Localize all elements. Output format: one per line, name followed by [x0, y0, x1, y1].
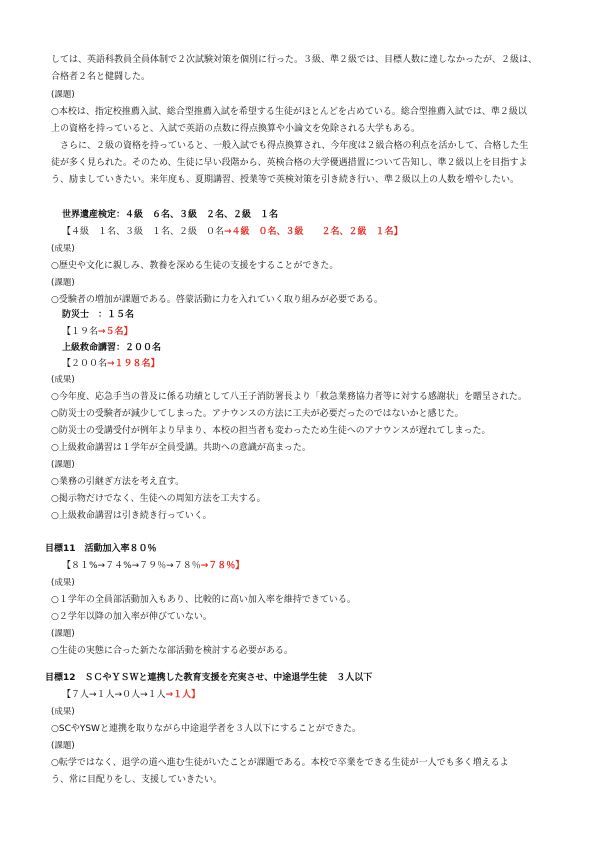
body-text: 合格者２名と健闘した。 [51, 72, 151, 82]
body-text: ○本校は、指定校推薦入試、総合型推薦入試を希望する生徒がほとんどを占めている。総合型推薦入試では、準２級以 [51, 107, 527, 117]
body-text: ○生徒の実態に合った新たな部活動を検討する必要がある。 [51, 646, 293, 656]
sekai-record [62, 226, 403, 238]
body-text: ○防災士の受講受付が例年より早まり、本校の担当者も変わったため生徒へのアナウンスが遅れてしまった。 [51, 426, 491, 436]
body-text: しては、英語科教員全員体制で２次試験対策を個別に行った。３級、準２級では、目標人数に達しなかったが、２級は、 [51, 55, 538, 65]
seika-label: (成果) [51, 707, 75, 717]
record-prev: 【８１%→７４%→７９％→７８％ [62, 561, 201, 571]
body-text: ○上級救命講習は１学年が全員受講。共助への意識が高まった。 [51, 443, 311, 453]
seika-label: (成果) [51, 244, 75, 254]
body-text: ○転学ではなく、退学の道へ進む生徒がいたことが課題である。本校で卒業をできる生徒が一人でも多く増えるよ [51, 758, 509, 768]
body-text: ○１学年の全員部活動加入もあり、比較的に高い加入率を維持できている。 [51, 595, 356, 605]
body-text: 上の資格を持っていると、入試で英語の点数に得点換算や小論文を免除される大学もある。 [51, 124, 421, 134]
record-current: →７８％ [200, 561, 236, 571]
goal11-record [62, 560, 244, 572]
body-text: ○防災士の受験者が減少してしまった。アナウンスの方法に工夫が必要だったのではないかと感じた。 [51, 409, 464, 419]
body-text: さらに、２級の資格を持っていると、一般入試でも得点換算され、今年度は２級合格の利点を活かして、合格した生 [51, 141, 529, 151]
goal12-record [62, 689, 200, 701]
record-close: 】 [150, 359, 160, 369]
kadai-label: (課題) [51, 741, 75, 751]
record-current: →１９８名 [107, 359, 151, 369]
kadai-label: (課題) [51, 90, 75, 100]
body-text: う、励ましていきたい。来年度も、夏期講習、授業等で英検対策を引き続き行い、準２級以上の人数を増やしたい。 [51, 175, 520, 185]
bousai-title: 防災士 ：１５名 [62, 310, 135, 320]
kadai-label: (課題) [51, 460, 75, 470]
body-text: う、常に目配りをし、支援していきたい。 [51, 775, 223, 785]
kyumei-title: 上級救命講習：２００名 [62, 343, 162, 353]
record-prev: 【１９名 [62, 327, 99, 337]
body-text: ○SCやYSWと連携を取りながら中途退学者を３人以下にすることができた。 [51, 724, 361, 734]
body-text: ○受験者の増加が課題である。啓蒙活動に力を入れていく取り組みが必要である。 [51, 295, 383, 305]
record-prev: 【７人→１人→０人→１人 [62, 690, 166, 700]
kadai-label: (課題) [51, 278, 75, 288]
seika-label: (成果) [51, 578, 75, 588]
body-text: ○掲示物だけでなく、生徒への周知方法を工夫する。 [51, 494, 266, 504]
record-prev: 【４級 １名、３級 １名、２級 ０名 [62, 227, 225, 237]
seika-label: (成果) [51, 375, 75, 385]
body-text: ○業務の引継ぎ方法を考え直す。 [51, 477, 185, 487]
record-current: →５名 [98, 327, 124, 337]
kadai-label: (課題) [51, 629, 75, 639]
record-close: 】 [191, 690, 201, 700]
record-close: 】 [123, 327, 133, 337]
record-close: 】 [393, 227, 403, 237]
record-prev: 【２００名 [62, 359, 108, 369]
body-text: ○２学年以降の加入率が伸びていない。 [51, 612, 212, 622]
body-text: ○上級救命講習は引き続き行っていく。 [51, 511, 212, 521]
bousai-record [62, 326, 133, 338]
goal11-title: 目標11 活動加入率８０％ [45, 544, 157, 554]
record-close: 】 [235, 561, 245, 571]
record-current: →４級 ０名、３級 ２名、２級 １名 [224, 227, 394, 237]
goal12-title: 目標12 ＳＣやＹＳＷと連携した教育支援を充実させ、中途退学生徒 ３人以下 [45, 673, 373, 683]
kyumei-record [62, 358, 160, 370]
record-current: →１人 [165, 690, 192, 700]
sekai-title: 世界遺産検定：４級 ６名、３級 ２名、２級 １名 [62, 210, 279, 220]
body-text: ○歴史や文化に親しみ、教養を深める生徒の支援をすることができた。 [51, 261, 339, 271]
body-text: ○今年度、応急手当の普及に係る功績として八王子消防署長より「救急業務協力者等に対する感謝状」を贈呈された。 [51, 392, 527, 402]
body-text: 徒が多く見られた。そのため、生徒に早い段階から、英検合格の大学優遇措置について告知し、準２級以上を目指すよ [51, 158, 528, 168]
